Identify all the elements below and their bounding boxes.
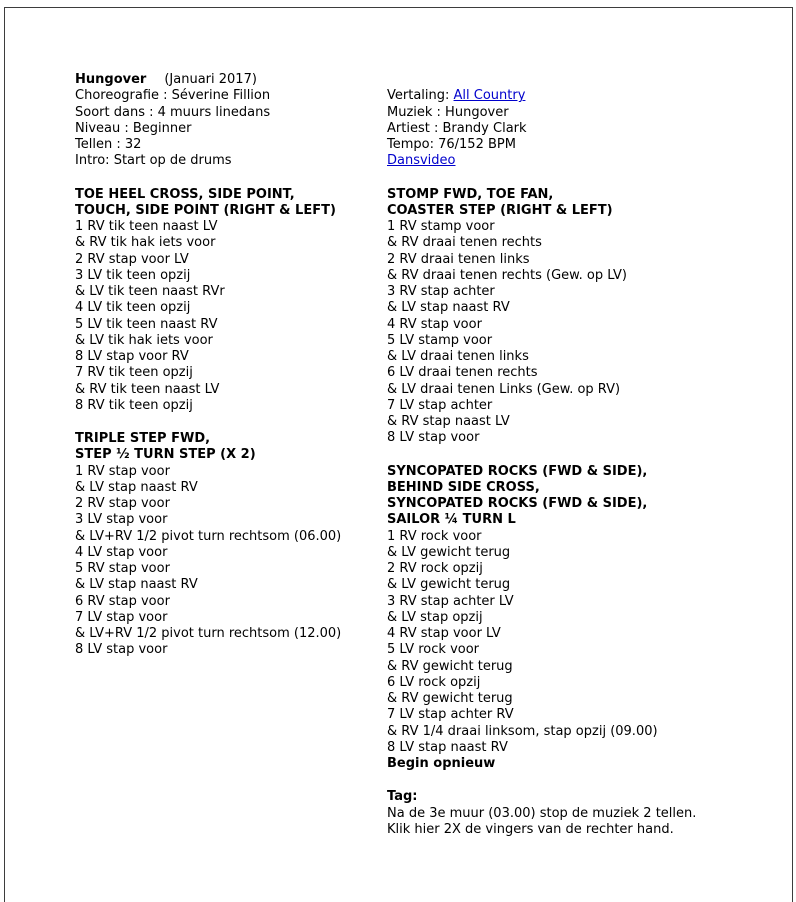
step-line: 8 LV stap voor RV <box>75 349 189 364</box>
step-line: 1 RV tik teen naast LV <box>75 219 218 234</box>
intro-line: Intro: Start op de drums <box>75 153 232 169</box>
step-column-right <box>387 170 792 839</box>
step-line: 2 RV rock opzij <box>387 561 483 576</box>
step-line: 4 LV tik teen opzij <box>75 300 191 316</box>
step-line: & LV stap opzij <box>387 609 483 625</box>
step-line: 1 RV stamp voor <box>387 219 495 234</box>
document-page <box>4 7 793 902</box>
step-line: & RV tik hak iets voor <box>75 235 216 251</box>
step-line: Klik hier 2X de vingers van de rechter hand. <box>387 821 674 837</box>
step-line: & RV 1/4 draai linksom, stap opzij (09.00) <box>387 723 658 739</box>
step-line: & LV stap naast RV <box>75 577 198 593</box>
step-line: 7 LV stap achter RV <box>387 707 514 723</box>
section-title-line: STOMP FWD, TOE FAN, <box>387 186 554 202</box>
step-line: & LV gewicht terug <box>387 544 511 560</box>
section-title-line: STEP ½ TURN STEP (X 2) <box>75 447 256 463</box>
step-line: 5 LV stamp voor <box>387 332 493 348</box>
step-line: 2 RV draai tenen links <box>387 251 530 267</box>
choreography-line: Choreografie : Séverine Fillion <box>75 88 271 104</box>
section-title-line: TOE HEEL CROSS, SIDE POINT, <box>75 186 295 202</box>
section-title-line: COASTER STEP (RIGHT & LEFT) <box>387 202 613 218</box>
step-column-left <box>75 170 387 839</box>
step-line: & LV gewicht terug <box>387 577 511 593</box>
section-title-line: TOUCH, SIDE POINT (RIGHT & LEFT) <box>75 202 336 218</box>
section-title-line: SYNCOPATED ROCKS (FWD & SIDE), <box>387 496 648 511</box>
header-info-right <box>387 72 792 170</box>
dance-section <box>75 431 387 659</box>
step-line: & RV gewicht terug <box>387 691 513 706</box>
header-info-left <box>75 72 387 170</box>
step-line: 8 LV stap voor <box>75 642 168 658</box>
step-line: & RV draai tenen rechts (Gew. op LV) <box>387 267 628 283</box>
section-title-line: TRIPLE STEP FWD, <box>75 431 211 446</box>
step-line: 4 RV stap voor <box>387 316 482 332</box>
step-line: & RV draai tenen rechts <box>387 235 542 251</box>
document-content <box>5 8 792 838</box>
step-sheet-body <box>75 170 792 839</box>
step-line: 4 RV stap voor LV <box>387 626 501 641</box>
step-line: 5 RV stap voor <box>75 561 170 576</box>
dance-date: (Januari 2017) <box>164 72 257 87</box>
step-line: 7 RV tik teen opzij <box>75 365 193 381</box>
dance-section <box>75 187 387 415</box>
step-line: 3 LV tik teen opzij <box>75 267 191 283</box>
step-line: & RV stap naast LV <box>387 414 510 429</box>
step-line: 3 RV stap achter <box>387 284 495 299</box>
step-line: & LV draai tenen links <box>387 349 529 364</box>
step-line: & RV gewicht terug <box>387 658 513 674</box>
step-line: Na de 3e muur (03.00) stop de muziek 2 tellen. <box>387 805 697 821</box>
step-line: 6 LV draai tenen rechts <box>387 365 538 381</box>
step-line: 1 RV stap voor <box>75 463 170 479</box>
header-info <box>75 72 792 170</box>
level-line: Niveau : Beginner <box>75 120 192 136</box>
step-line: 7 LV stap achter <box>387 397 493 413</box>
step-line: 8 RV tik teen opzij <box>75 397 193 413</box>
step-line: 6 LV rock opzij <box>387 674 481 690</box>
artist-line: Artiest : Brandy Clark <box>387 120 527 136</box>
step-line: 3 LV stap voor <box>75 512 168 528</box>
step-line: 7 LV stap voor <box>75 609 168 625</box>
step-line: 8 LV stap voor <box>387 430 480 446</box>
dansvideo-line <box>387 153 792 169</box>
step-line: 2 RV stap voor <box>75 496 170 511</box>
step-line: & LV stap naast RV <box>387 300 510 316</box>
dance-section <box>387 464 792 773</box>
music-line: Muziek : Hungover <box>387 104 509 120</box>
step-line: 6 RV stap voor <box>75 593 170 609</box>
step-line: & LV draai tenen Links (Gew. op RV) <box>387 381 621 397</box>
dance-section <box>387 187 792 447</box>
dance-section <box>387 789 792 838</box>
counts-line: Tellen : 32 <box>75 137 142 152</box>
translation-line <box>387 88 792 104</box>
section-title-line: SYNCOPATED ROCKS (FWD & SIDE), <box>387 463 648 479</box>
dance-type-line: Soort dans : 4 muurs linedans <box>75 104 271 120</box>
section-title-line: SAILOR ¼ TURN L <box>387 512 516 528</box>
restart-note: Begin opnieuw <box>387 756 496 771</box>
step-line: 3 RV stap achter LV <box>387 593 514 609</box>
step-line: & LV+RV 1/2 pivot turn rechtsom (06.00) <box>75 528 342 544</box>
dansvideo-link[interactable]: Dansvideo <box>387 153 456 169</box>
step-line: & LV tik hak iets voor <box>75 332 213 348</box>
step-line: 4 LV stap voor <box>75 544 168 560</box>
spacer-line <box>387 72 792 88</box>
section-title-line: Tag: <box>387 789 418 805</box>
step-line: & RV tik teen naast LV <box>75 381 220 397</box>
section-title-line: BEHIND SIDE CROSS, <box>387 479 540 495</box>
step-line: 5 LV tik teen naast RV <box>75 316 218 332</box>
step-line: & LV stap naast RV <box>75 479 198 495</box>
step-line: & LV+RV 1/2 pivot turn rechtsom (12.00) <box>75 626 342 641</box>
dance-title: Hungover <box>75 72 147 87</box>
step-line: 1 RV rock voor <box>387 528 482 544</box>
tempo-line: Tempo: 76/152 BPM <box>387 137 516 152</box>
step-line: 2 RV stap voor LV <box>75 251 189 267</box>
translation-label: Vertaling: <box>387 88 454 104</box>
translation-link[interactable]: All Country <box>453 88 526 104</box>
step-line: 8 LV stap naast RV <box>387 739 508 755</box>
step-line: & LV tik teen naast RVr <box>75 284 225 299</box>
title-line <box>75 72 387 88</box>
step-line: 5 LV rock voor <box>387 642 480 658</box>
